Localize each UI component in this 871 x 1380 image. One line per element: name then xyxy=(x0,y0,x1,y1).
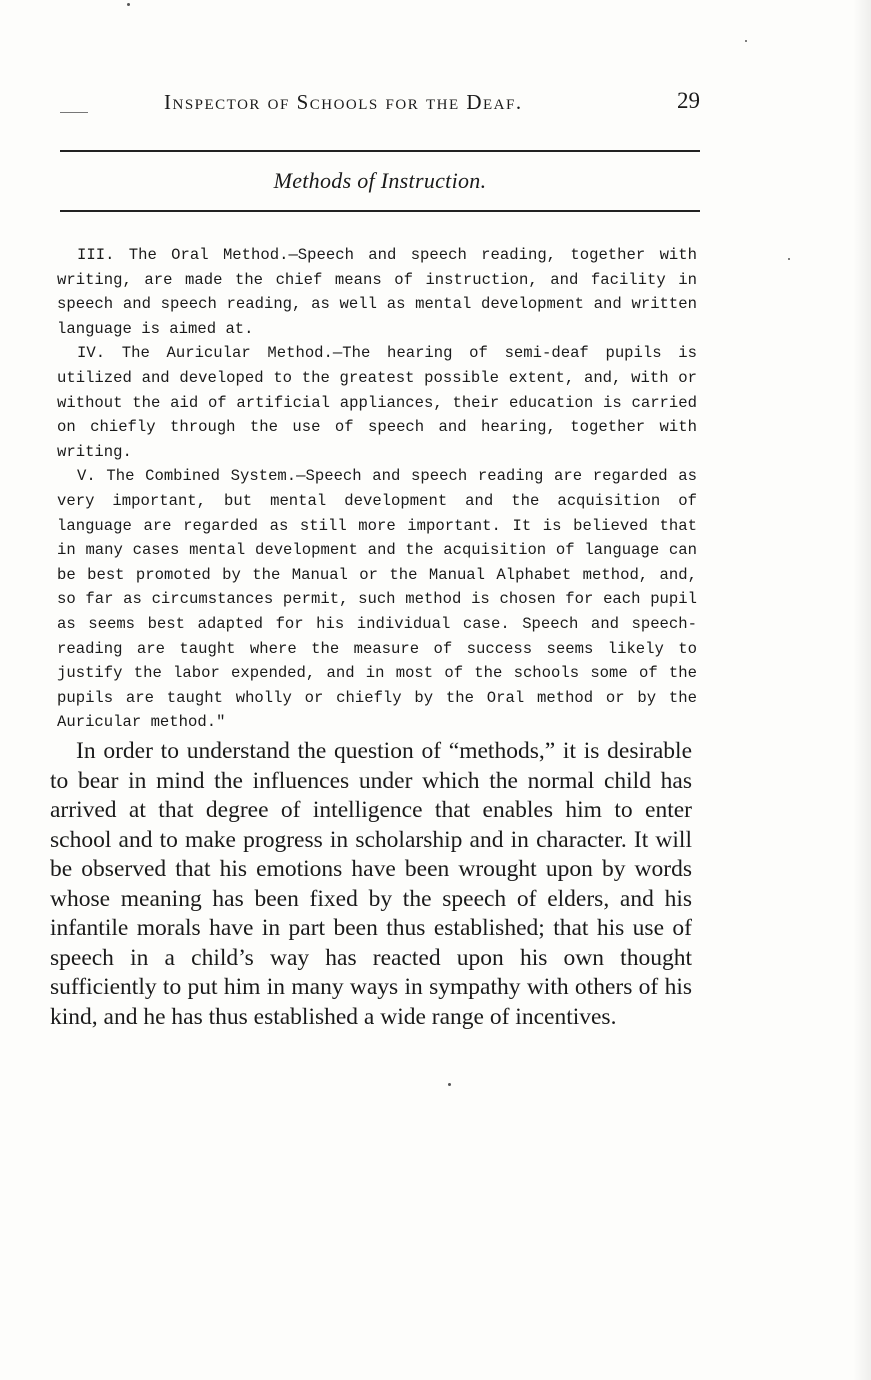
quoted-methods-list xyxy=(57,243,697,735)
body-paragraph: In order to understand the question of “methods,” it is desirable to bear in mind the influences under which the normal child has arrived at that degree of intelligence that enables him to enter school and to make progress in scholarship and in character. It will be observed that his emotions have been wrought upon by words whose meaning has been fixed by the speech of elders, and his infantile morals have in part been thus established; that his use of speech in a child’s way has reacted upon his own thought sufficiently to put him in many ways in sympathy with others of his kind, and he has thus established a wide range of incentives. xyxy=(50,738,692,1030)
print-speck xyxy=(127,3,130,6)
head-ornament-dash xyxy=(60,112,88,113)
auricular-method-paragraph: IV. The Auricular Method.—The hearing of semi-deaf pupils is utilized and developed to the greatest possible extent, and, with or without the aid of artificial appliances, their education is carried on chiefly through the use of speech and hearing, together with writing. xyxy=(57,344,697,461)
print-speck xyxy=(788,258,790,260)
page-edge-shadow xyxy=(853,0,871,1380)
print-speck xyxy=(745,40,747,42)
bottom-rule xyxy=(60,210,700,212)
body-text xyxy=(50,737,692,1032)
oral-method-paragraph: III. The Oral Method.—Speech and speech reading, together with writing, are made the chief means of instruction, and facility in speech and speech reading, as well as mental development and written language is aimed at. xyxy=(57,246,697,338)
running-title: Inspector of Schools for the Deaf. xyxy=(164,90,523,114)
page-number: 29 xyxy=(677,88,700,113)
running-head xyxy=(60,90,700,120)
section-heading: Methods of Instruction. xyxy=(273,168,487,193)
top-rule xyxy=(60,150,700,152)
print-speck xyxy=(448,1083,451,1086)
combined-system-paragraph: V. The Combined System.—Speech and speech reading are regarded as very important, but mental development and the acquisition of language are regarded as still more important. It is believed that in many cases mental development and the acquisition of language can be best promoted by the Manual or the Manual Alphabet method, and, so far as circumstances permit, such method is chosen for each pupil as seems best adapted for his individual case. Speech and speech-reading are taught where the measure of success seems likely to justify the labor expended, and in most of the schools some of the pupils are taught wholly or chiefly by the Oral method or by the Auricular method." xyxy=(57,467,697,732)
